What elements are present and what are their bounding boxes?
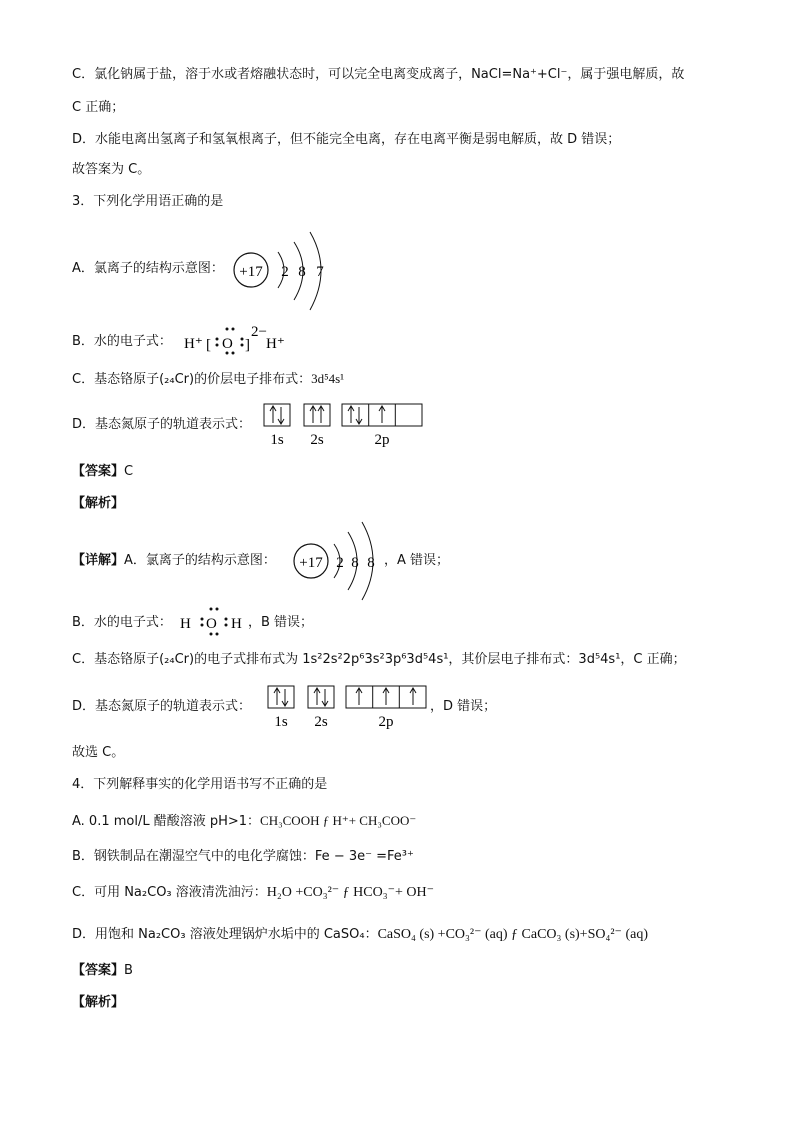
electron-dot <box>216 608 219 611</box>
option-c-explanation-line1: C．氯化钠属于盐，溶于水或者熔融状态时，可以完全电离变成离子，NaCl=Na⁺+Cl⁻，属于强电解质，故 <box>72 67 685 82</box>
water-electron-formula-incorrect <box>182 322 292 358</box>
q3-conclusion: 故选 C。 <box>72 745 125 760</box>
nitrogen-orbital-diagram-correct <box>266 684 432 732</box>
q3-option-c-formula: 3d⁵4s¹ <box>311 371 345 386</box>
electron-dot <box>241 344 244 347</box>
q4-option-c <box>72 884 434 902</box>
q4-option-d <box>72 926 648 944</box>
q3-option-a-label: A．氯离子的结构示意图： <box>72 261 224 276</box>
q4-option-d-equation: CaSO₄ (s) +CO₃²⁻ (aq) ƒ CaCO₃ (s)+SO₄²⁻ (aq) <box>377 927 648 942</box>
nucleus-charge: +17 <box>239 264 263 280</box>
detail-d-tail: ，D 错误； <box>430 699 497 714</box>
option-d-explanation: D．水能电离出氢离子和氢氧根离子，但不能完全电离，存在电离平衡是弱电解质，故 D 错误； <box>72 132 621 147</box>
question-3-stem: 3．下列化学用语正确的是 <box>72 194 224 209</box>
detail-tag: 【详解】 <box>72 553 125 568</box>
q4-analysis-tag: 【解析】 <box>72 995 125 1010</box>
electron-dot <box>210 608 213 611</box>
orbital-label-2s: 2s <box>314 714 328 730</box>
option-c-explanation-line2: C 正确； <box>72 100 125 115</box>
electron-dot <box>225 618 228 621</box>
q4-option-d-label: D．用饱和 Na₂CO₃ 溶液处理锅炉水垢中的 CaSO₄： <box>72 927 378 942</box>
detail-b-tail: ，B 错误； <box>248 615 314 630</box>
shell-1-electrons: 2 <box>281 264 289 280</box>
orbital-box-2s <box>304 404 330 426</box>
electron-dot <box>225 624 228 627</box>
orbital-label-1s: 1s <box>270 432 284 448</box>
q3-option-c-label: C．基态铬原子(₂₄Cr)的价层电子排布式： <box>72 372 312 387</box>
electron-dot <box>216 338 219 341</box>
shell-3-electrons: 7 <box>316 264 324 280</box>
q4-option-b: B．钢铁制品在潮湿空气中的电化学腐蚀：Fe − 3e⁻ =Fe³⁺ <box>72 849 414 864</box>
electron-dot <box>226 352 229 355</box>
q3-analysis-tag: 【解析】 <box>72 496 125 511</box>
shell-2-electrons: 8 <box>298 264 306 280</box>
hydrogen-ion-right: H⁺ <box>266 336 285 352</box>
water-electron-formula-correct <box>178 604 250 640</box>
q4-option-a-label: A. 0.1 mol/L 醋酸溶液 pH>1： <box>72 814 261 829</box>
orbital-label-2p: 2p <box>378 714 394 730</box>
hydrogen-left: H <box>180 616 191 632</box>
answer-statement: 故答案为 C。 <box>72 162 151 177</box>
nucleus-charge: +17 <box>299 555 323 571</box>
q3-option-b-label: B．水的电子式： <box>72 334 172 349</box>
hydrogen-right: H <box>231 616 242 632</box>
electron-dot <box>232 328 235 331</box>
electron-dot <box>241 338 244 341</box>
q4-answer <box>72 962 133 980</box>
nitrogen-orbital-diagram-incorrect <box>262 402 428 450</box>
oxygen-symbol: O <box>206 616 217 632</box>
orbital-label-2p: 2p <box>374 432 390 448</box>
q3-answer <box>72 463 133 481</box>
q3-option-d-label: D．基态氮原子的轨道表示式： <box>72 417 252 432</box>
electron-dot <box>232 352 235 355</box>
question-4-stem: 4．下列解释事实的化学用语书写不正确的是 <box>72 777 328 792</box>
electron-dot <box>216 633 219 636</box>
electron-dot <box>216 344 219 347</box>
oxygen-symbol: O <box>222 336 233 352</box>
answer-value: C <box>124 464 134 479</box>
electron-dot <box>201 618 204 621</box>
q4-option-c-equation: H₂O +CO₃²⁻ ƒ HCO₃⁻+ OH⁻ <box>266 885 435 900</box>
orbital-label-2s: 2s <box>310 432 324 448</box>
electron-dot <box>210 633 213 636</box>
q4-option-c-label: C．可用 Na₂CO₃ 溶液清洗油污： <box>72 885 267 900</box>
shell-2-electrons: 8 <box>351 555 359 571</box>
shell-3-electrons: 8 <box>367 555 375 571</box>
q4-option-a-equation: CH₃COOH ƒ H⁺+ CH₃COO⁻ <box>260 813 417 828</box>
right-bracket: ] <box>245 337 250 353</box>
detail-a-tail: ，A 错误； <box>384 553 450 568</box>
q3-option-c <box>72 370 344 389</box>
q4-option-a <box>72 812 416 831</box>
hydrogen-ion-left: H⁺ <box>184 336 203 352</box>
q3-detail-a <box>72 552 276 570</box>
orbital-label-1s: 1s <box>274 714 288 730</box>
answer-tag: 【答案】 <box>72 963 125 978</box>
q3-detail-b-label: B．水的电子式： <box>72 615 172 630</box>
orbital-box-1s <box>268 686 294 708</box>
answer-value: B <box>124 963 133 978</box>
electron-dot <box>226 328 229 331</box>
q3-detail-c: C．基态铬原子(₂₄Cr)的电子式排布式为 1s²2s²2p⁶3s²3p⁶3d⁵4s¹，其价层电子排布式：3d⁵4s¹，C 正确； <box>72 652 686 667</box>
detail-a-label: A．氯离子的结构示意图： <box>124 553 276 568</box>
electron-dot <box>201 624 204 627</box>
chloride-ion-structure-diagram-correct <box>292 520 388 604</box>
shell-1-electrons: 2 <box>336 555 344 571</box>
orbital-box-2s <box>308 686 334 708</box>
charge-label: 2− <box>251 324 267 340</box>
orbital-box-1s <box>264 404 290 426</box>
answer-tag: 【答案】 <box>72 464 125 479</box>
chloride-ion-structure-diagram <box>232 228 332 314</box>
left-bracket: [ <box>206 337 211 353</box>
q3-detail-d-label: D．基态氮原子的轨道表示式： <box>72 699 252 714</box>
